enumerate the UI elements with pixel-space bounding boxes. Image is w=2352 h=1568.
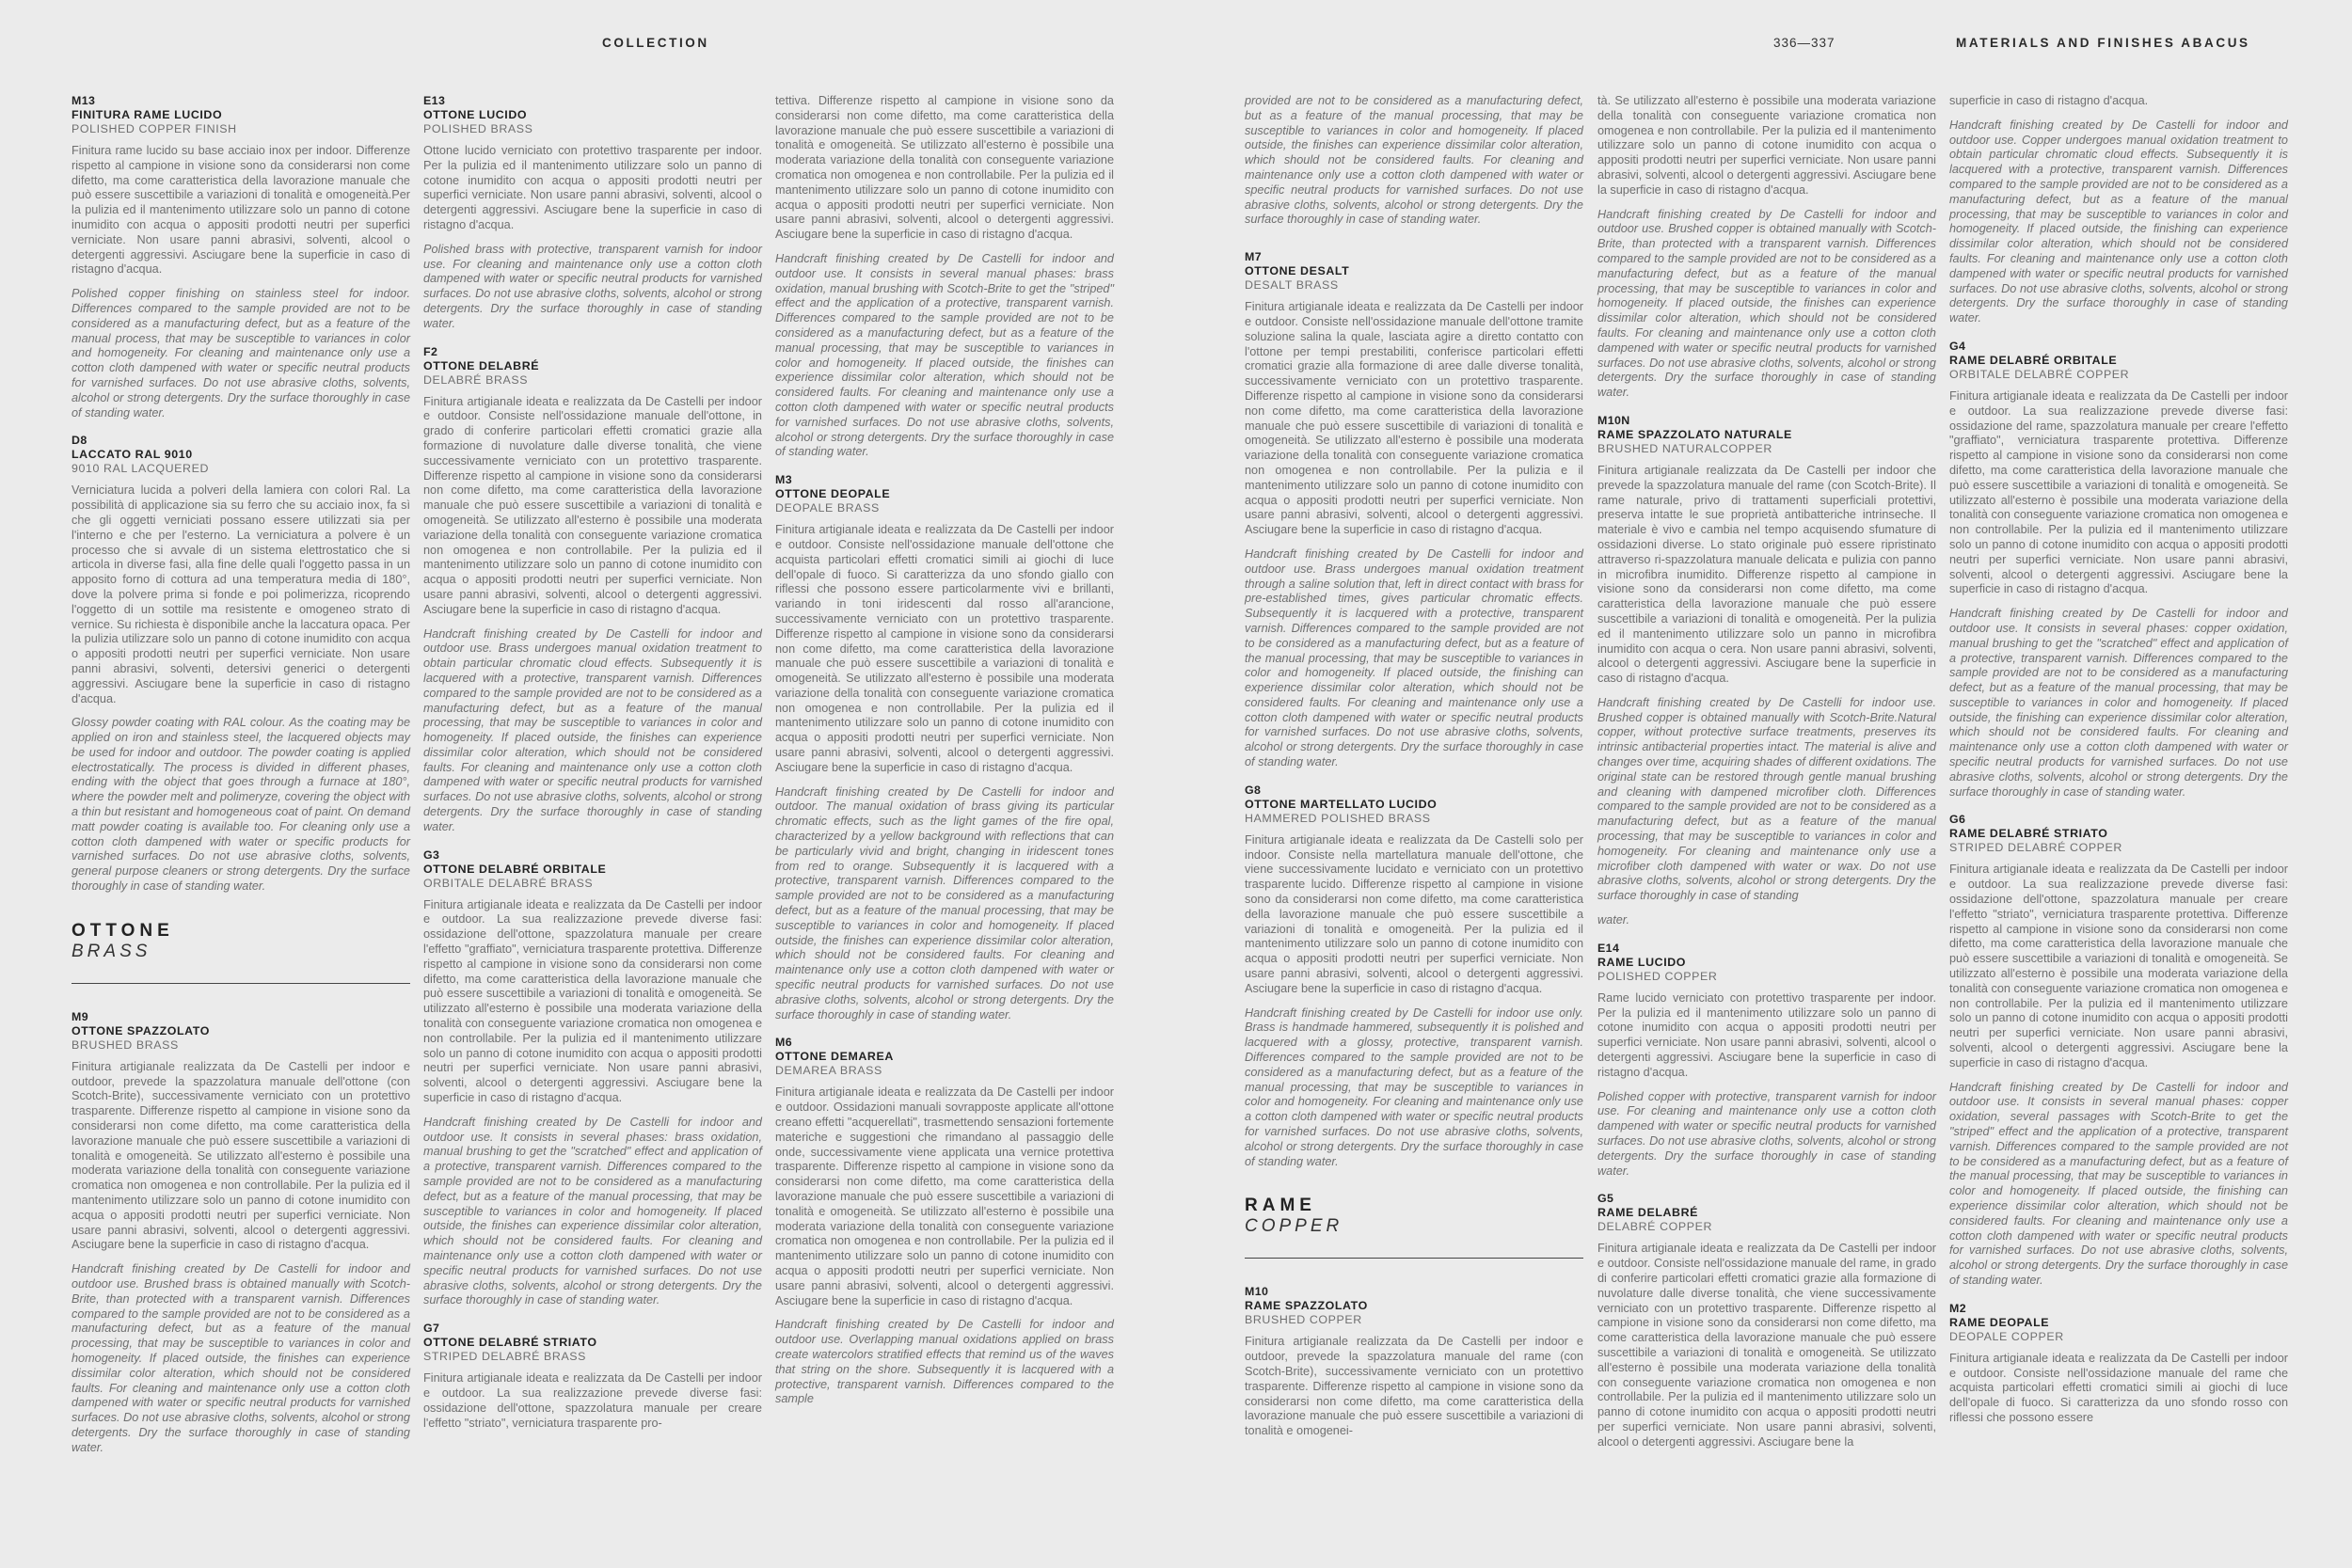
finish-entry-g8 — [1245, 784, 1583, 1170]
description-italian: Finitura artigianale ideata e realizzata da De Castelli per indoor e outdoor. La sua realizzazione prevede diverse fasi: ossidazione dell'ottone, spazzolatura manuale per creare l'effetto "striato", verniciatura trasparente protettiva. Differenze rispetto al campione in visione sono da considerarsi non come difetto, ma come caratteristica della lavorazione manuale che può essere suscettibile a variazioni di tonalità e omogeneità. Se utilizzato all'esterno è possibile una moderata variazione della tonalità con conseguente variazione cromatica non omogenea e non controllabile. Per la pulizia ed il mantenimento utilizzare solo un panno di cotone inumidito con acqua o appositi prodotti neutri per superfici verniciate. Non usare panni abrasivi, solventi, alcool o detergenti aggressivi. Asciugare bene la superficie in caso di ristagno d'acqua. — [1949, 863, 2288, 1069]
finish-name-english: HAMMERED POLISHED BRASS — [1245, 811, 1431, 825]
description-italian: Finitura artigianale ideata e realizzata da De Castelli per indoor e outdoor. Consiste nell'ossidazione manuale dell'ottone, in grado di conferire particolari effetti cromatici grazie alla formazione di nuvolature dalle diverse tonalità, che viene successivamente verniciato con un protettivo trasparente. Differenze rispetto al campione in visione sono da considerarsi non come difetto, ma come caratteristica della lavorazione manuale che può essere suscettibile a variazioni di tonalità e omogeneità. Se utilizzato all'esterno è possibile una moderata variazione della tonalità con conseguente variazione cromatica non omogenea e non controllabile. Per la pulizia ed il mantenimento utilizzare solo un panno di cotone inumidito con acqua o appositi prodotti neutri per superfici verniciate. Non usare panni abrasivi, solventi, alcool o detergenti aggressivi. Asciugare bene la superficie in caso di ristagno d'acqua. — [423, 394, 762, 616]
continued-text-g7 — [775, 94, 1114, 460]
description-english: Handcraft finishing created by De Castelli for indoor and outdoor use. Brushed copper is obtained manually with Scotch-Brite, than protected with a transparent varnish. Differences compared to the sample provided are not to be considered as a manufacturing defect, but as a feature of the manual processing, that may be susceptible to variances in color and homogeneity. If placed outside, the finishes can experience dissimilar color alteration, which should not be considered faults. For cleaning and maintenance only use a cotton cloth dampened with water or specific neutral products for varnished surfaces. Do not use abrasive cloths, solvents, alcohol or strong detergents. Dry the surface thoroughly in case of standing water. — [1597, 207, 1936, 400]
description-english: Glossy powder coating with RAL colour. As the coating may be applied on iron and stainless steel, the lacquered objects may be used for indoor and outdoor. The powder coating is applied electrostatically. The process is divided in different phases, ending with the object that goes through a furnace at 180°, where the powder melt and polimeryze, covering the object with a thin but resistant and homogeneous coat of paint. On demand matt powder coating is available too. For cleaning only use a cotton cloth dampened with water or specific products for varnished surfaces. Do not use abrasive cloths, solvents, general purpose cleaners or strong detergents. Dry the surface thoroughly in case of standing water. — [72, 716, 410, 894]
finish-name: OTTONE LUCIDO — [423, 108, 528, 121]
finish-entry-g7 — [423, 1322, 762, 1431]
finish-entry-g5 — [1597, 1192, 1936, 1449]
description-english: Handcraft finishing created by De Castelli for indoor and outdoor. The manual oxidation of brass giving its particular chromatic effects, such as the light games of the fire opal, characterized by a yellow background with reflections that can be particularly vivid and bright, changing in iridescent tones from red to orange. Subsequently it is lacquered with a protective, transparent varnish. Differences compared to the sample provided are not to be considered as a manufacturing defect, but as a feature of the manual processing, that may be susceptible to variances in color and homogeneity. If placed outside, the finishes can experience dissimilar color alteration, which should not be considered faults. For cleaning and maintenance only use a cotton cloth dampened with water or specific neutral products for varnished surfaces. Do not use abrasive cloths, solvents, alcohol or strong detergents. Dry the surface thoroughly in case of standing water. — [775, 784, 1114, 1022]
finish-entry-d8 — [72, 434, 410, 895]
finish-name: RAME SPAZZOLATO — [1245, 1299, 1368, 1313]
finish-entry-g6 — [1949, 813, 2288, 1288]
finish-name-english: ORBITALE DELABRÉ BRASS — [423, 876, 594, 890]
description-italian: Ottone lucido verniciato con protettivo trasparente per indoor. Per la pulizia ed il mantenimento utilizzare solo un panno di cotone inumidito con acqua o appositi prodotti neutri per superfici verniciate. Non usare panni abrasivi, solventi, alcool o detergenti aggressivi. Asciugare bene la superficie in caso di ristagno d'acqua. — [423, 144, 762, 231]
finish-entry-m7 — [1245, 250, 1583, 770]
finish-name: OTTONE SPAZZOLATO — [72, 1023, 210, 1037]
finish-entry-m3 — [775, 473, 1114, 1022]
description-english: Handcraft finishing created by De Castelli for indoor and outdoor use. It consists in several manual phases: brass oxidation, manual brushing with Scotch-Brite to get the "striped" effect and the application of a protective, transparent varnish. Differences compared to the sample provided are not to be considered as a manufacturing defect, but as a feature of the manual processing, that may be susceptible to variances in color and homogeneity. If placed outside, the finishes can experience dissimilar color alteration, which should not be considered faults. For cleaning and maintenance only use a cotton cloth dampened with water or specific neutral products for varnished surfaces. Do not use abrasive cloths, solvents, alcohol or strong detergents. Dry the surface thoroughly in case of standing water. — [775, 251, 1114, 459]
section-heading-brass — [72, 921, 410, 984]
finish-name: RAME LUCIDO — [1597, 955, 1687, 969]
description-italian: superficie in caso di ristagno d'acqua. — [1949, 94, 2149, 107]
description-italian: Finitura artigianale realizzata da De Castelli per indoor e outdoor, prevede la spazzolatura manuale dell'ottone (con Scotch-Brite), successivamente verniciato con un protettivo trasparente. Differenze rispetto al campione in visione sono da considerarsi non come difetto, ma come caratteristica della lavorazione manuale che può essere suscettibile a variazioni di tonalità e omogeneità. Se utilizzato all'esterno è possibile una moderata variazione della tonalità con conseguente variazione cromatica non omogenea e non controllabile. Per la pulizia ed il mantenimento utilizzare solo un panno di cotone inumidito con acqua o appositi prodotti neutri per superfici verniciate. Non usare panni abrasivi, solventi, alcool o detergenti aggressivi. Asciugare bene la superficie in caso di ristagno d'acqua. — [72, 1059, 410, 1252]
finish-name: RAME DELABRÉ ORBITALE — [1949, 353, 2118, 367]
continued-text-m10 — [1597, 94, 1936, 401]
finish-name-english: DESALT BRASS — [1245, 278, 1339, 293]
finish-entry-m2 — [1949, 1302, 2288, 1426]
finish-code: F2 — [423, 344, 438, 358]
finish-code: M9 — [72, 1009, 89, 1023]
section-title: OTTONE — [72, 920, 174, 941]
description-english: Handcraft finishing created by De Castelli for indoor and outdoor use. Brass undergoes manual oxidation treatment to obtain particular chromatic cloud effects. Subsequently it is lacquered with a protective, transparent varnish. Differences compared to the sample provided are not to be considered as a manufacturing defect, but as a feature of the manual processing, that may be susceptible to variances in color and homogeneity. If placed outside, the finishes can experience dissimilar color alteration, which should not be considered faults. For cleaning and maintenance only use a cotton cloth dampened with water or specific neutral products for varnished surfaces. Do not use abrasive cloths, solvents, alcohol or strong detergents. Dry the surface thoroughly in case of standing water. — [423, 626, 762, 833]
description-italian: Finitura artigianale realizzata da De Castelli per indoor e outdoor, prevede la spazzolatura manuale del rame (con Scotch-Brite), successivamente verniciato con un protettivo trasparente. Differenze rispetto al campione in visione sono da considerarsi non come difetto, ma come caratteristica della lavorazione manuale che può essere suscettibile a variazioni di tonalità e omogenei- — [1245, 1335, 1583, 1438]
description-italian: Finitura artigianale ideata e realizzata da De Castelli per indoor e outdoor. Consiste nell'ossidazione manuale dell'ottone tramite soluzione salina la quale, lasciata agire a diretto contatto con l'ottone per tempi prestabiliti, conferisce particolari effetti cromatici grazie alla formazione di aree dalle diverse tonalità, successivamente verniciato con un protettivo trasparente. Differenze rispetto al campione in visione sono da considerarsi non come difetto, ma come caratteristica della lavorazione manuale che può essere suscettibile di variazioni di tonalità e omogeneità. Se utilizzato all'esterno è possibile una moderata variazione della tonalità con conseguente variazione cromatica non omogenea e non controllabile. Per la pulizia e il mantenimento utilizzare solo un panno di cotone inumidito con acqua o appositi prodotti neutri per superfici verniciate. Non usare panni abrasivi, solventi, alcool o detergenti aggressivi. Asciugare bene la superficie in caso di ristagno d'acqua. — [1245, 300, 1583, 537]
finish-name: LACCATO RAL 9010 — [72, 448, 193, 462]
description-english-end: water. — [1597, 913, 1630, 927]
continued-text-g5 — [1949, 94, 2288, 326]
description-english: Handcraft finishing created by De Castelli for indoor and outdoor use. It consists in several phases: brass oxidation, manual brushing to get the "scratched" effect and application of a protective, transparent varnish. Differences compared to the sample provided are not to be considered as a manufacturing defect, but as a feature of the manual processing, that may be susceptible to variances in color and homogeneity. If placed outside, the finishes can experience dissimilar color alteration, which should not be considered faults. For cleaning and maintenance only use a cotton cloth dampened with water or specific neutral products for varnished surfaces. Do not use abrasive cloths, solvents, alcohol or strong detergents. Dry the surface thoroughly in case of standing water. — [423, 1115, 762, 1307]
finish-code: G7 — [423, 1322, 440, 1336]
description-italian: tà. Se utilizzato all'esterno è possibile una moderata variazione della tonalità con conseguente variazione cromatica non omogenea e non controllabile. Per la pulizia ed il mantenimento utilizzare solo un panno di cotone inumidito con acqua o appositi prodotti neutri per superfici verniciate. Non usare panni abrasivi, solventi, alcool o detergenti aggressivi. Asciugare bene la superficie in caso di ristagno d'acqua. — [1597, 94, 1936, 197]
section-heading-copper — [1245, 1196, 1583, 1259]
finish-name-english: BRUSHED NATURALCOPPER — [1597, 441, 1772, 455]
finish-code: G8 — [1245, 783, 1262, 797]
header-abacus: MATERIALS AND FINISHES ABACUS — [1956, 36, 2250, 50]
section-subtitle: COPPER — [1245, 1216, 1343, 1237]
description-italian: Finitura artigianale ideata e realizzata da De Castelli per indoor e outdoor. La sua realizzazione prevede diverse fasi: ossidazione dell'ottone, spazzolatura manuale per creare l'effetto "striato", verniciatura trasparente pro- — [423, 1371, 762, 1430]
finish-name-english: 9010 RAL LACQUERED — [72, 462, 210, 476]
description-english: Handcraft finishing created by De Castelli for indoor and outdoor use. Overlapping manual oxidations applied on brass create watercolors stratified effects that remind us of the waves that string on the shore. Subsequently it is lacquered with a protective, transparent varnish. Differences compared to the sample — [775, 1318, 1114, 1406]
description-italian: Finitura artigianale ideata e realizzata da De Castelli per indoor e outdoor. La sua realizzazione prevede diverse fasi: ossidazione dell'ottone, spazzolatura manuale per creare l'effetto "graffiato", verniciatura trasparente protettiva. Differenze rispetto al campione in visione sono da considerarsi non come difetto, ma come caratteristica della lavorazione manuale che può essere suscettibile a variazioni di tonalità e omogeneità. Se utilizzato all'esterno è possibile una moderata variazione della tonalità con conseguente variazione cromatica non omogenea e non controllabile. Per la pulizia ed il mantenimento utilizzare solo un panno di cotone inumidito con acqua o appositi prodotti neutri per superfici verniciate. Non usare panni abrasivi, solventi, alcool o detergenti aggressivi. Asciugare bene la superficie in caso di ristagno d'acqua. — [423, 897, 762, 1105]
finish-name-english: POLISHED COPPER FINISH — [72, 122, 237, 135]
description-italian: Finitura artigianale ideata e realizzata da De Castelli per indoor e outdoor. Consiste nell'ossidazione manuale del rame, in grado di conferire particolari effetti cromatici grazie alla formazione di nuvolature dalle diverse tonalità, che viene successivamente verniciato con un protettivo trasparente. Differenze rispetto al campione in visione sono da considerarsi non come difetto, ma come caratteristica della lavorazione manuale che può essere suscettibile a variazioni di tonalità e omogeneità. Se utilizzato all'esterno è possibile una moderata variazione della tonalità con conseguente variazione cromatica non omogenea e non controllabile. Per la pulizia ed il mantenimento utilizzare solo un panno di cotone inumidito con acqua o appositi prodotti neutri per superfici verniciate. Non usare panni abrasivi, solventi, alcool o detergenti aggressivi. Asciugare bene la — [1597, 1242, 1937, 1449]
finish-name-english: POLISHED COPPER — [1597, 969, 1718, 983]
continued-text-m6 — [1245, 94, 1583, 228]
column-3 — [775, 94, 1114, 1417]
finish-code: M2 — [1949, 1301, 1967, 1315]
description-english: Handcraft finishing created by De Castelli for indoor and outdoor use. It consists in several manual phases: copper oxidation, several passages with Scotch-Brite to get the "striped" effect and the application of a protective, transparent varnish. Differences compared to the sample provided are not to be considered as a manufacturing defect, but as a feature of the manual processing, that may be susceptible to variances in color and homogeneity. If placed outside, the finishing can experience dissimilar color alteration, which should not be considered faults. For cleaning and maintenance only use a cotton cloth dampened with water or specific neutral products for varnished surfaces. Do not use abrasive cloths, solvents, alcohol or strong detergents. Dry the surface thoroughly in case of standing water. — [1949, 1080, 2288, 1287]
finish-entry-m13 — [72, 94, 410, 420]
finish-code: E13 — [423, 94, 446, 107]
finish-code: G4 — [1949, 339, 1966, 353]
finish-name: RAME DELABRÉ STRIATO — [1949, 827, 2108, 841]
finish-name-english: DELABRÉ BRASS — [423, 372, 529, 387]
finish-name-english: DELABRÉ COPPER — [1597, 1220, 1713, 1234]
header-collection: COLLECTION — [602, 36, 709, 50]
description-english: Polished brass with protective, transparent varnish for indoor use. For cleaning and maintenance only use a cotton cloth dampened with water or specific neutral products for varnished surfaces. Do not use abrasive cloths, solvents, alcohol or strong detergents. Dry the surface thoroughly in case of standing water. — [423, 242, 762, 330]
finish-entry-m10 — [1245, 1285, 1583, 1439]
column-1 — [72, 94, 410, 1465]
finish-name-english: DEOPALE BRASS — [775, 501, 880, 515]
description-english: Handcraft finishing created by De Castelli for indoor use only. Brass is handmade hammered, subsequently it is polished and lacquered with a glossy, protective, transparent varnish. Differences compared to the sample provided are not to be considered as a manufacturing defect, but as a feature of the manual processing, that may be susceptible to variances in color and homogeneity. For cleaning and maintenance only use a cotton cloth dampened with water or specific neutral products for varnished surfaces. Do not use abrasive cloths, solvents, alcohol or strong detergents. Dry the surface thoroughly in case of standing water. — [1245, 1006, 1583, 1168]
finish-code: M7 — [1245, 250, 1263, 264]
finish-name: OTTONE DELABRÉ ORBITALE — [423, 862, 607, 876]
description-english: Polished copper finishing on stainless steel for indoor. Differences compared to the sample provided are not to be considered as a manufacturing defect, but as a feature of the manual process, that may be susceptible to variances in color and homogeneity. For cleaning and maintenance only use a cotton cloth dampened with water or specific neutral products for varnished surfaces. Do not use abrasive cloths, solvents, alcohol or strong detergents. Dry the surface thoroughly in case of standing water. — [72, 287, 410, 420]
finish-name-english: DEOPALE COPPER — [1949, 1329, 2064, 1343]
finish-entry-m6 — [775, 1036, 1114, 1407]
finish-code: G3 — [423, 847, 440, 862]
description-english: Handcraft finishing created by De Castelli for indoor and outdoor use. It consists in several phases: copper oxidation, manual brushing to get the "scratched" effect and application of a protective, transparent varnish. Differences compared to the sample provided are not to be considered as a manufacturing defect, but as a feature of the manual processing, that may be susceptible to variances in color and homogeneity. If placed outside, the finishing can experience dissimilar color alteration, which should not be considered faults. For cleaning and maintenance only use a cotton cloth dampened with water or specific neutral products for varnished surfaces. Do not use abrasive cloths, solvents, alcohol or strong detergents. Dry the surface thoroughly in case of standing water. — [1949, 607, 2288, 799]
finish-name-english: STRIPED DELABRÉ COPPER — [1949, 841, 2122, 855]
finish-name: OTTONE DELABRÉ — [423, 358, 540, 372]
section-title: RAME — [1245, 1196, 1316, 1216]
description-italian: Finitura artigianale ideata e realizzata da De Castelli per indoor e outdoor. Consiste nell'ossidazione manuale dell'ottone che acquista particolari effetti cromatici simili ai giochi di luce dell'opale di fuoco. Si caratterizza da uno sfondo giallo con riflessi che possono essere particolarmente vivi e brillanti, variando in toni iridescenti dal rosso all'arancione, successivamente verniciato con un protettivo trasparente. Differenze rispetto al campione in visione sono da considerarsi non come difetto, ma come caratteristica della lavorazione manuale che può essere suscettibile a variazioni di tonalità e omogeneità. Se utilizzato all'esterno è possibile una moderata variazione della tonalità con conseguente variazione cromatica non omogenea e non controllabile. Per la pulizia ed il mantenimento utilizzare solo un panno di cotone inumidito con acqua o appositi prodotti neutri per superfici verniciate. Non usare panni abrasivi, solventi, alcool o detergenti aggressivi. Asciugare bene la superficie in caso di ristagno d'acqua. — [775, 523, 1114, 774]
finish-code: M3 — [775, 473, 793, 487]
finish-name-english: POLISHED BRASS — [423, 122, 533, 135]
description-italian: Finitura artigianale realizzata da De Castelli per indoor che prevede la spazzolatura manuale del rame (con Scotch-Brite). Il rame naturale, privo di trattamenti superficiali protettivi, preserva intatte le sue proprietà antibatteriche intrinseche. Il materiale è vivo e cambia nel tempo acquisendo sfumature di ossidazioni diverse. Lo stato originale può essere ripristinato attraverso ri-spazzolatura manuale delicata e pulizia con panno in microfibra inumidito. Differenze rispetto al campione in visione sono da considerarsi non come difetto, ma come caratteristica della lavorazione manuale che può essere suscettibile a variazioni di tonalità e omogeneità. Per la pulizia ed il mantenimento utilizzare solo un panno in microfibra inumidito con acqua o cera. Non usare panni abrasivi, solventi, alcool o detergenti aggressivi. Asciugare bene la superficie in caso di ristagno d'acqua. — [1597, 463, 1936, 686]
finish-name-english: BRUSHED COPPER — [1245, 1313, 1362, 1327]
finish-code: G5 — [1597, 1192, 1614, 1206]
description-italian: Finitura artigianale ideata e realizzata da De Castelli solo per indoor. Consiste nella martellatura manuale dell'ottone, che viene successivamente lucidato e verniciato con un protettivo trasparente lucido. Differenze rispetto al campione in visione sono da considerarsi non come difetto, ma come caratteristica della lavorazione manuale che può essere suscettibile a variazioni di tonalità e omogeneità. Per la pulizia ed il mantenimento utilizzare solo un panno di cotone inumidito con acqua o appositi prodotti neutri per superfici verniciate. Non usare panni abrasivi, solventi, alcool o detergenti aggressivi. Asciugare bene la superficie in caso di ristagno d'acqua. — [1245, 832, 1583, 995]
finish-name: RAME DEOPALE — [1949, 1315, 2050, 1329]
finish-entry-g3 — [423, 848, 762, 1309]
finish-name: OTTONE DELABRÉ STRIATO — [423, 1336, 597, 1350]
column-6 — [1949, 94, 2288, 1435]
finish-name-english: ORBITALE DELABRÉ COPPER — [1949, 367, 2130, 381]
finish-entry-e13 — [423, 94, 762, 332]
description-italian: Finitura artigianale ideata e realizzata da De Castelli per indoor e outdoor. Ossidazioni manuali sovrapposte applicate all'ottone creano effetti "acquerellati", trasmettendo sensazioni fortemente materiche e suggestioni che rimandano al passaggio delle onde, successivamente viene applicata una vernice protettiva trasparente. Differenze rispetto al campione in visione sono da considerarsi non come difetto, ma come caratteristica della lavorazione manuale che può essere suscettibile a variazioni di tonalità e omogeneità. Se utilizzato all'esterno è possibile una moderata variazione della tonalità con conseguente variazione cromatica non omogenea e non controllabile. Per la pulizia ed il mantenimento utilizzare solo un panno di cotone inumidito con acqua o appositi prodotti neutri per superfici verniciate. Non usare panni abrasivi, solventi, alcool o detergenti aggressivi. Asciugare bene la superficie in caso di ristagno d'acqua. — [775, 1085, 1114, 1307]
description-english: Handcraft finishing created by De Castelli for indoor and outdoor use. Copper undergoes manual oxidation treatment to obtain particular chromatic cloud effects. Subsequently it is lacquered with a protective, transparent varnish. Differences compared to the sample provided are not to be considered as a manufacturing defect, but as a feature of the manual processing, that may be susceptible to variances in color and homogeneity. If placed outside, the finishing can experience dissimilar color alteration, which should not be considered faults. For cleaning and maintenance only use a cotton cloth dampened with water or specific neutral products for varnished surfaces. Do not use abrasive cloths, solvents, alcohol or strong detergents. Dry the surface thoroughly in case of standing water. — [1949, 118, 2288, 325]
description-english: Handcraft finishing created by De Castelli for indoor and outdoor use. Brass undergoes manual oxidation treatment through a saline solution that, left in direct contact with brass for pre-established times, gives particular chromatic effects. Subsequently it is lacquered with a protective, transparent varnish. Differences compared to the sample provided are not to be considered as a manufacturing defect, but as a feature of the manual processing, that may be susceptible to variances in color and homogeneity. If placed outside, the finishing can experience dissimilar color alteration, which should not be considered faults. For cleaning and maintenance only use a cotton cloth dampened with water or specific neutral products for varnished surfaces. Do not use abrasive cloths, solvents, alcohol or strong detergents. Dry the surface thoroughly in case of standing water. — [1245, 546, 1583, 769]
description-italian: Verniciatura lucida a polveri della lamiera con colori Ral. La possibilità di applicazione sia su ferro che su acciaio inox, fa sì che gli oggetti verniciati possano essere utilizzati sia per l'interno e che per l'esterno. La verniciatura a polvere è un processo che si avvale di un sistema elettrostatico che si articola in diverse fasi, alla fine delle quali l'oggetto passa in un apposito forno di cottura ad una temperatura media di 180°, dove la polvere prima si fonde e poi polimerizza, ricoprendo l'oggetto di un sottile ma resistente e omogeneo strato di vernice. Su richiesta è disponibile anche la laccatura opaca. Per la pulizia utilizzare solo un panno di cotone inumidito con acqua o appositi prodotti neutri per superfici verniciate. Non usare panni abrasivi, solventi, detersivi generici o detergenti aggressivi. Asciugare bene la superficie in caso di ristagno d'acqua. — [72, 483, 410, 705]
description-italian: Finitura artigianale ideata e realizzata da De Castelli per indoor e outdoor. La sua realizzazione prevede diverse fasi: ossidazione del rame, spazzolatura manuale per creare l'effetto "graffiato", verniciatura trasparente protettiva. Differenze rispetto al campione in visione sono da considerarsi non come difetto, ma come caratteristica della lavorazione manuale che può essere suscettibile a variazioni di tonalità e omogeneità. Se utilizzato all'esterno è possibile una moderata variazione della tonalità con conseguente variazione cromatica non omogenea e non controllabile. Per la pulizia ed il mantenimento utilizzare solo un panno di cotone inumidito con acqua o appositi prodotti neutri per superfici verniciate. Non usare panni abrasivi, solventi, alcool o detergenti aggressivi. Asciugare bene la superficie in caso di ristagno d'acqua. — [1949, 388, 2288, 596]
finish-name: FINITURA RAME LUCIDO — [72, 108, 223, 121]
finish-code: M13 — [72, 94, 96, 107]
finish-name: OTTONE DESALT — [1245, 264, 1350, 278]
finish-code: M10 — [1245, 1285, 1269, 1299]
page-numbers: 336—337 — [1773, 36, 1836, 50]
finish-name: RAME SPAZZOLATO NATURALE — [1597, 427, 1792, 441]
finish-name-english: DEMAREA BRASS — [775, 1064, 882, 1078]
column-4 — [1245, 94, 1583, 1449]
finish-entry-e14 — [1597, 942, 1936, 1180]
description-english: provided are not to be considered as a manufacturing defect, but as a feature of the manual processing, that may be susceptible to variances in color and homogeneity. If placed outside, the finishes can experience dissimilar color alteration, which should not be considered faults. For cleaning and maintenance only use a cotton cloth dampened with water or specific neutral products for varnished surfaces. Do not use abrasive cloths, solvents, alcohol or strong detergents. Dry the surface thoroughly in case of standing water. — [1245, 94, 1583, 227]
finish-entry-f2 — [423, 345, 762, 835]
finish-name-english: STRIPED DELABRÉ BRASS — [423, 1350, 587, 1364]
finish-name: RAME DELABRÉ — [1597, 1206, 1699, 1220]
finish-code: G6 — [1949, 813, 1966, 827]
column-5 — [1597, 94, 1936, 1460]
description-english: Handcraft finishing created by De Castelli for indoor and outdoor use. Brushed brass is obtained manually with Scotch-Brite, than protected with a transparent varnish. Differences compared to the sample provided are not to be considered as a manufacturing defect, but as a feature of the manual processing, that may be susceptible to variances in color and homogeneity. If placed outside, the finishes can experience dissimilar color alteration, which should not be considered faults. For cleaning and maintenance only use a cotton cloth dampened with water or specific neutral products for varnished surfaces. Do not use abrasive cloths, solvents, alcohol or strong detergents. Dry the surface thoroughly in case of standing water. — [72, 1262, 410, 1454]
description-italian: Rame lucido verniciato con protettivo trasparente per indoor. Per la pulizia ed il mantenimento utilizzare solo un panno di cotone inumidito con acqua o appositi prodotti neutri per superfici verniciate. Non usare panni abrasivi, solventi, alcool o detergenti aggressivi. Asciugare bene la superficie in caso di ristagno d'acqua. — [1597, 990, 1936, 1079]
finish-name-english: BRUSHED BRASS — [72, 1037, 179, 1052]
finish-code: M10N — [1597, 413, 1630, 427]
finish-code: M6 — [775, 1036, 793, 1050]
column-2 — [423, 94, 762, 1440]
description-english: Polished copper with protective, transparent varnish for indoor use. For cleaning and maintenance only use a cotton cloth dampened with water or specific neutral products for varnished surfaces. Do not use abrasive cloths, solvents, alcohol or strong detergents. Dry the surface thoroughly in case of standing water. — [1597, 1089, 1936, 1178]
description-italian: tettiva. Differenze rispetto al campione in visione sono da considerarsi non come difetto, ma come caratteristica della lavorazione manuale che può essere suscettibile a variazioni di tonalità e omogeneità. Se utilizzato all'esterno è possibile una moderata variazione della tonalità con conseguente variazione cromatica non omogenea e non controllabile. Per la pulizia ed il mantenimento utilizzare solo un panno di cotone inumidito con acqua o appositi prodotti neutri per superfici verniciate. Non usare panni abrasivi, solventi, alcool o detergenti aggressivi. Asciugare bene la superficie in caso di ristagno d'acqua. — [775, 94, 1114, 242]
finish-code: E14 — [1597, 941, 1620, 955]
finish-name: OTTONE DEMAREA — [775, 1050, 894, 1064]
description-italian: Finitura rame lucido su base acciaio inox per indoor. Differenze rispetto al campione in visione sono da considerarsi non come difetto, ma come caratteristica della lavorazione manuale che può essere suscettibile a variazioni di tonalità e omogeneità.Per la pulizia ed il mantenimento utilizzare solo un panno di cotone inumidito con acqua o appositi prodotti neutri per superfici verniciate. Non usare panni abrasivi, solventi, alcool o detergenti aggressivi. Asciugare bene la superficie in caso di ristagno d'acqua. — [72, 144, 410, 277]
description-italian: Finitura artigianale ideata e realizzata da De Castelli per indoor e outdoor. Consiste nell'ossidazione manuale del rame che acquista particolari effetti cromatici simili ai giochi di luce dell'opale di fuoco. Si caratterizza da uno sfondo rosso con riflessi che possono essere — [1949, 1351, 2288, 1424]
finish-entry-m9 — [72, 1010, 410, 1456]
finish-entry-g4 — [1949, 340, 2288, 800]
finish-name: OTTONE DEOPALE — [775, 487, 891, 501]
section-subtitle: BRASS — [72, 941, 151, 961]
finish-entry-m10n — [1597, 414, 1936, 928]
finish-code: D8 — [72, 434, 87, 448]
description-english: Handcraft finishing created by De Castelli for indoor use. Brushed copper is obtained manually with Scotch-Brite.Natural copper, without protective surface treatments, preserves its intrinsic antibacterial properties intact. The material is alive and changes over time, acquiring shades of different oxidations. The original state can be restored through gentle manual brushing and cleaning with dampened microfiber cloth. Differences compared to the sample provided are not to be considered as a manufacturing defect, but as a feature of the manual processing, that may be susceptible to variances in color and homogeneity. For cleaning and maintenance only use a microfiber cloth dampened with water or wax. Do not use abrasive cloths, solvents, alcohol or strong detergents. Dry the surface thoroughly in case of standing — [1597, 695, 1936, 903]
finish-name: OTTONE MARTELLATO LUCIDO — [1245, 797, 1438, 811]
